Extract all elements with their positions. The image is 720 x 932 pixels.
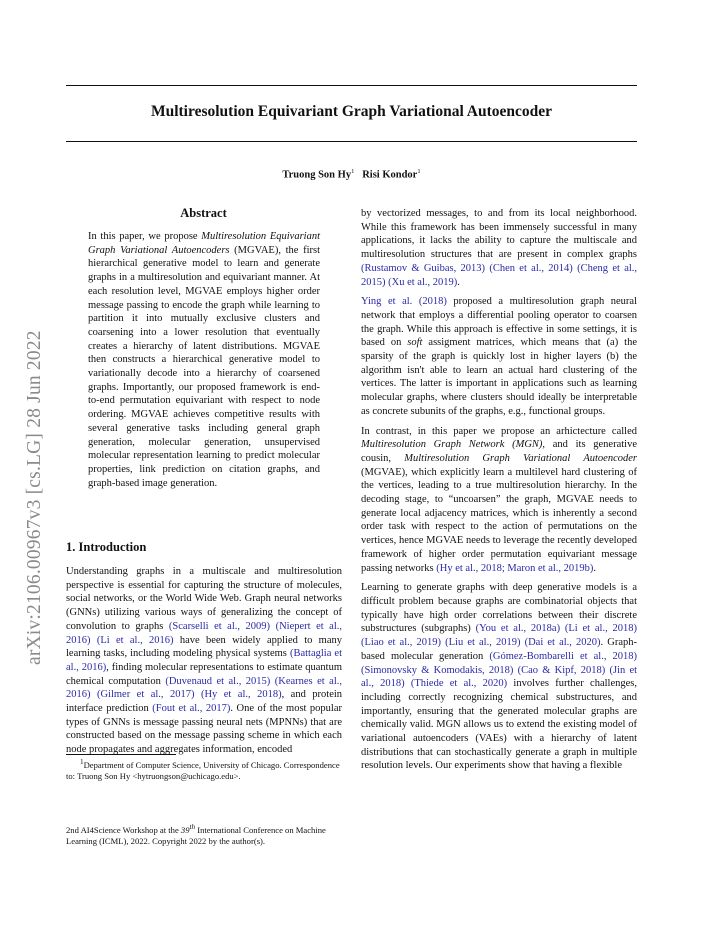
author-list — [66, 168, 637, 181]
abstract-text: (MGVAE), the first hierarchical generative model to learn and generate graphs in a multiresolution and equivariant manner. At each resolution level, MGVAE employs higher order message passing to encode the graph while learning to partition it into mutually exclusive clusters and coarsening into a lower resolution that eventually creates a hierarchy of latent distributions. MGVAE then constructs a hierarchical generative model to variationally decode into a hierarchy of coarsened graphs. Importantly, our proposed framework is end-to-end permutation equivariant with respect to node ordering. MGVAE achieves competitive results with several generative tasks including general graph generation, molecular generation, unsupervised molecular representation learning to predict molecular properties, link prediction on citation graphs, and graph-based image generation. — [88, 244, 320, 489]
citation-link[interactable]: (Battaglia et al., 2016) — [66, 648, 342, 673]
citation-link[interactable]: (Rustamov & Guibas, 2013) — [361, 262, 486, 274]
citation-link[interactable]: (Hy et al., 2018) — [200, 689, 282, 701]
body-text: assigment matrices, which means that (a) the sparsity of the graph is quickly lost in higher layers (b) the algorithm isn't able to learn an actual hard clustering of the vertices. The latter is important in applications such as learning molecular graphs, where clusters should ideally be interpretable as concrete subunits of the graphs, e.g., functional groups. — [361, 337, 637, 417]
body-text: by vectorized messages, to and from its local neighborhood. While this framework has been immensely successful in many applications, it lacks the ability to capture the multiscale and multiresolution structures that are present in complex graphs — [361, 208, 637, 261]
citation-link[interactable]: (Fout et al., 2017) — [152, 703, 231, 715]
citation-link[interactable]: (Jin et al., 2018) — [361, 664, 638, 690]
footnote-affiliation — [66, 757, 342, 782]
abstract-body — [88, 230, 320, 490]
paragraph — [361, 425, 637, 576]
footnote-rule — [66, 754, 176, 755]
citation-link[interactable]: Ying et al. (2018) — [361, 296, 447, 308]
author-name: Truong Son Hy — [282, 169, 352, 181]
paragraph — [361, 581, 637, 773]
citation-link[interactable]: (Dai et al., 2020) — [524, 637, 601, 649]
footnote-text: 2nd AI4Science Workshop at the — [66, 824, 181, 835]
citation-link[interactable]: (Simonovsky & Komodakis, 2018) — [361, 664, 514, 676]
citation-link[interactable]: (Duvenaud et al., 2015) — [165, 675, 271, 687]
body-text: have been widely applied to many learning tasks, including modeling physical systems — [66, 634, 343, 660]
top-rule — [66, 85, 637, 86]
body-text: Learning to generate graphs with deep generative models is a difficult problem because graphs are combinatorial objects that typically have high order correlations between their discrete substructures (subgraphs) — [361, 582, 637, 635]
citation-link[interactable]: (Thiede et al., 2020) — [410, 678, 508, 690]
body-text: , finding molecular representations to estimate quantum chemical computation — [66, 661, 342, 687]
footnote-mark: 1 — [80, 758, 84, 766]
body-text: (MGVAE), which explicitly learn a multilevel hard clustering of the vertices, leading to a true multiresolution hierarchy. In the decoding stage, to “uncoarsen” the graph, MGVAE needs to generate local adjacency matrices, which is inherently a second order task with respect to the action of permutations on the vertices, hence MGVAE needs to leverage the recently developed framework of higher order permutation equivariant message passing networks — [361, 466, 637, 574]
body-text: . — [593, 562, 597, 574]
affiliation-mark: 1 — [351, 168, 355, 175]
emphasis: soft — [407, 337, 423, 349]
body-text: , and its generative cousin, — [361, 439, 637, 464]
footnote-text: Department of Computer Science, University of Chicago. Correspondence to: Truong Son Hy <hytruongson@uchicago.edu>. — [66, 759, 340, 781]
abstract-emphasis: Multiresolution Equivariant Graph Variational Autoencoders — [88, 231, 320, 256]
abstract-heading: Abstract — [180, 206, 227, 220]
citation-link[interactable]: (Gilmer et al., 2017) — [96, 689, 195, 701]
citation-link[interactable]: (Kearnes et al., 2016) — [66, 675, 342, 701]
body-text: . Graph-based molecular generation — [361, 637, 637, 662]
citation-link[interactable]: (Liao et al., 2019) — [361, 637, 441, 649]
title-bottom-rule — [66, 141, 637, 142]
right-column — [361, 207, 637, 773]
author-name: Risi Kondor — [362, 169, 418, 181]
intro-paragraph — [66, 565, 342, 757]
arxiv-stamp: arXiv:2106.00967v3 [cs.LG] 28 Jun 2022 — [24, 330, 45, 665]
citation-link[interactable]: (Liu et al., 2019) — [445, 637, 521, 649]
body-text: In contrast, in this paper we propose an arhictecture called — [361, 425, 637, 437]
paragraph — [361, 295, 637, 418]
citation-link[interactable]: (Niepert et al., 2016) — [66, 620, 343, 646]
section-heading: 1. Introduction — [66, 540, 147, 554]
citation-link[interactable]: (Li et al., 2016) — [96, 634, 174, 646]
paper-title: Multiresolution Equivariant Graph Variational Autoencoder — [150, 103, 553, 120]
footnote-superscript: th — [189, 823, 196, 831]
citation-link[interactable]: (You et al., 2018a) — [475, 623, 561, 635]
citation-link[interactable]: (Hy et al., 2018; Maron et al., 2019b) — [436, 562, 594, 574]
body-text: involves further challenges, including correctly recognizing chemical substructures, and importantly, ensuring that the generated molecular graphs are chemically valid. MGN allows us to extend the existing model of variational autoencoders (VAEs) with a hierarchy of latent distributions that can stochastically generate a graph in multiple resolution levels. Our experiments show that having a flexible — [361, 678, 637, 772]
citation-link[interactable]: (Cao & Kipf, 2018) — [517, 664, 606, 676]
body-text: proposed a multiresolution graph neural network that employs a differential pooling operator to coarsen the graph. While this approach is effective in some settings, it is based on — [361, 296, 637, 349]
citation-link[interactable]: (Xu et al., 2019) — [388, 276, 458, 288]
emphasis: Multiresolution Graph Variational Autoencoder — [404, 452, 637, 464]
citation-link[interactable]: (Cheng et al., 2015) — [361, 262, 638, 288]
body-text: Understanding graphs in a multiscale and multiresolution perspective is essential for capturing the structure of molecules, social networks, or the World Wide Web. Graph neural networks (GNNs) utilizing various ways of generalizing the concept of convolution to graphs — [66, 566, 342, 632]
paragraph — [361, 207, 637, 289]
footnote-number: 39 — [180, 824, 190, 835]
citation-link[interactable]: (Li et al., 2018) — [564, 623, 638, 635]
emphasis: Multiresolution Graph Network (MGN) — [361, 439, 543, 451]
body-text: . One of the most popular types of GNNs is message passing neural nets (MPNNs) that are constructed based on the message passing scheme in which each node propagates and aggregates information, encoded — [66, 703, 343, 756]
footnote-text: International Conference on Machine Learning (ICML), 2022. Copyright 2022 by the author(s). — [66, 824, 326, 846]
abstract-text: In this paper, we propose — [88, 231, 202, 242]
citation-link[interactable]: (Scarselli et al., 2009) — [168, 620, 271, 632]
citation-link[interactable]: (Chen et al., 2014) — [489, 262, 573, 274]
body-text: . — [457, 276, 460, 288]
citation-link[interactable]: (Gómez-Bombarelli et al., 2018) — [489, 650, 637, 662]
affiliation-mark: 1 — [417, 168, 421, 175]
footnote-venue — [66, 822, 342, 847]
body-text: , and protein interface prediction — [66, 689, 343, 715]
